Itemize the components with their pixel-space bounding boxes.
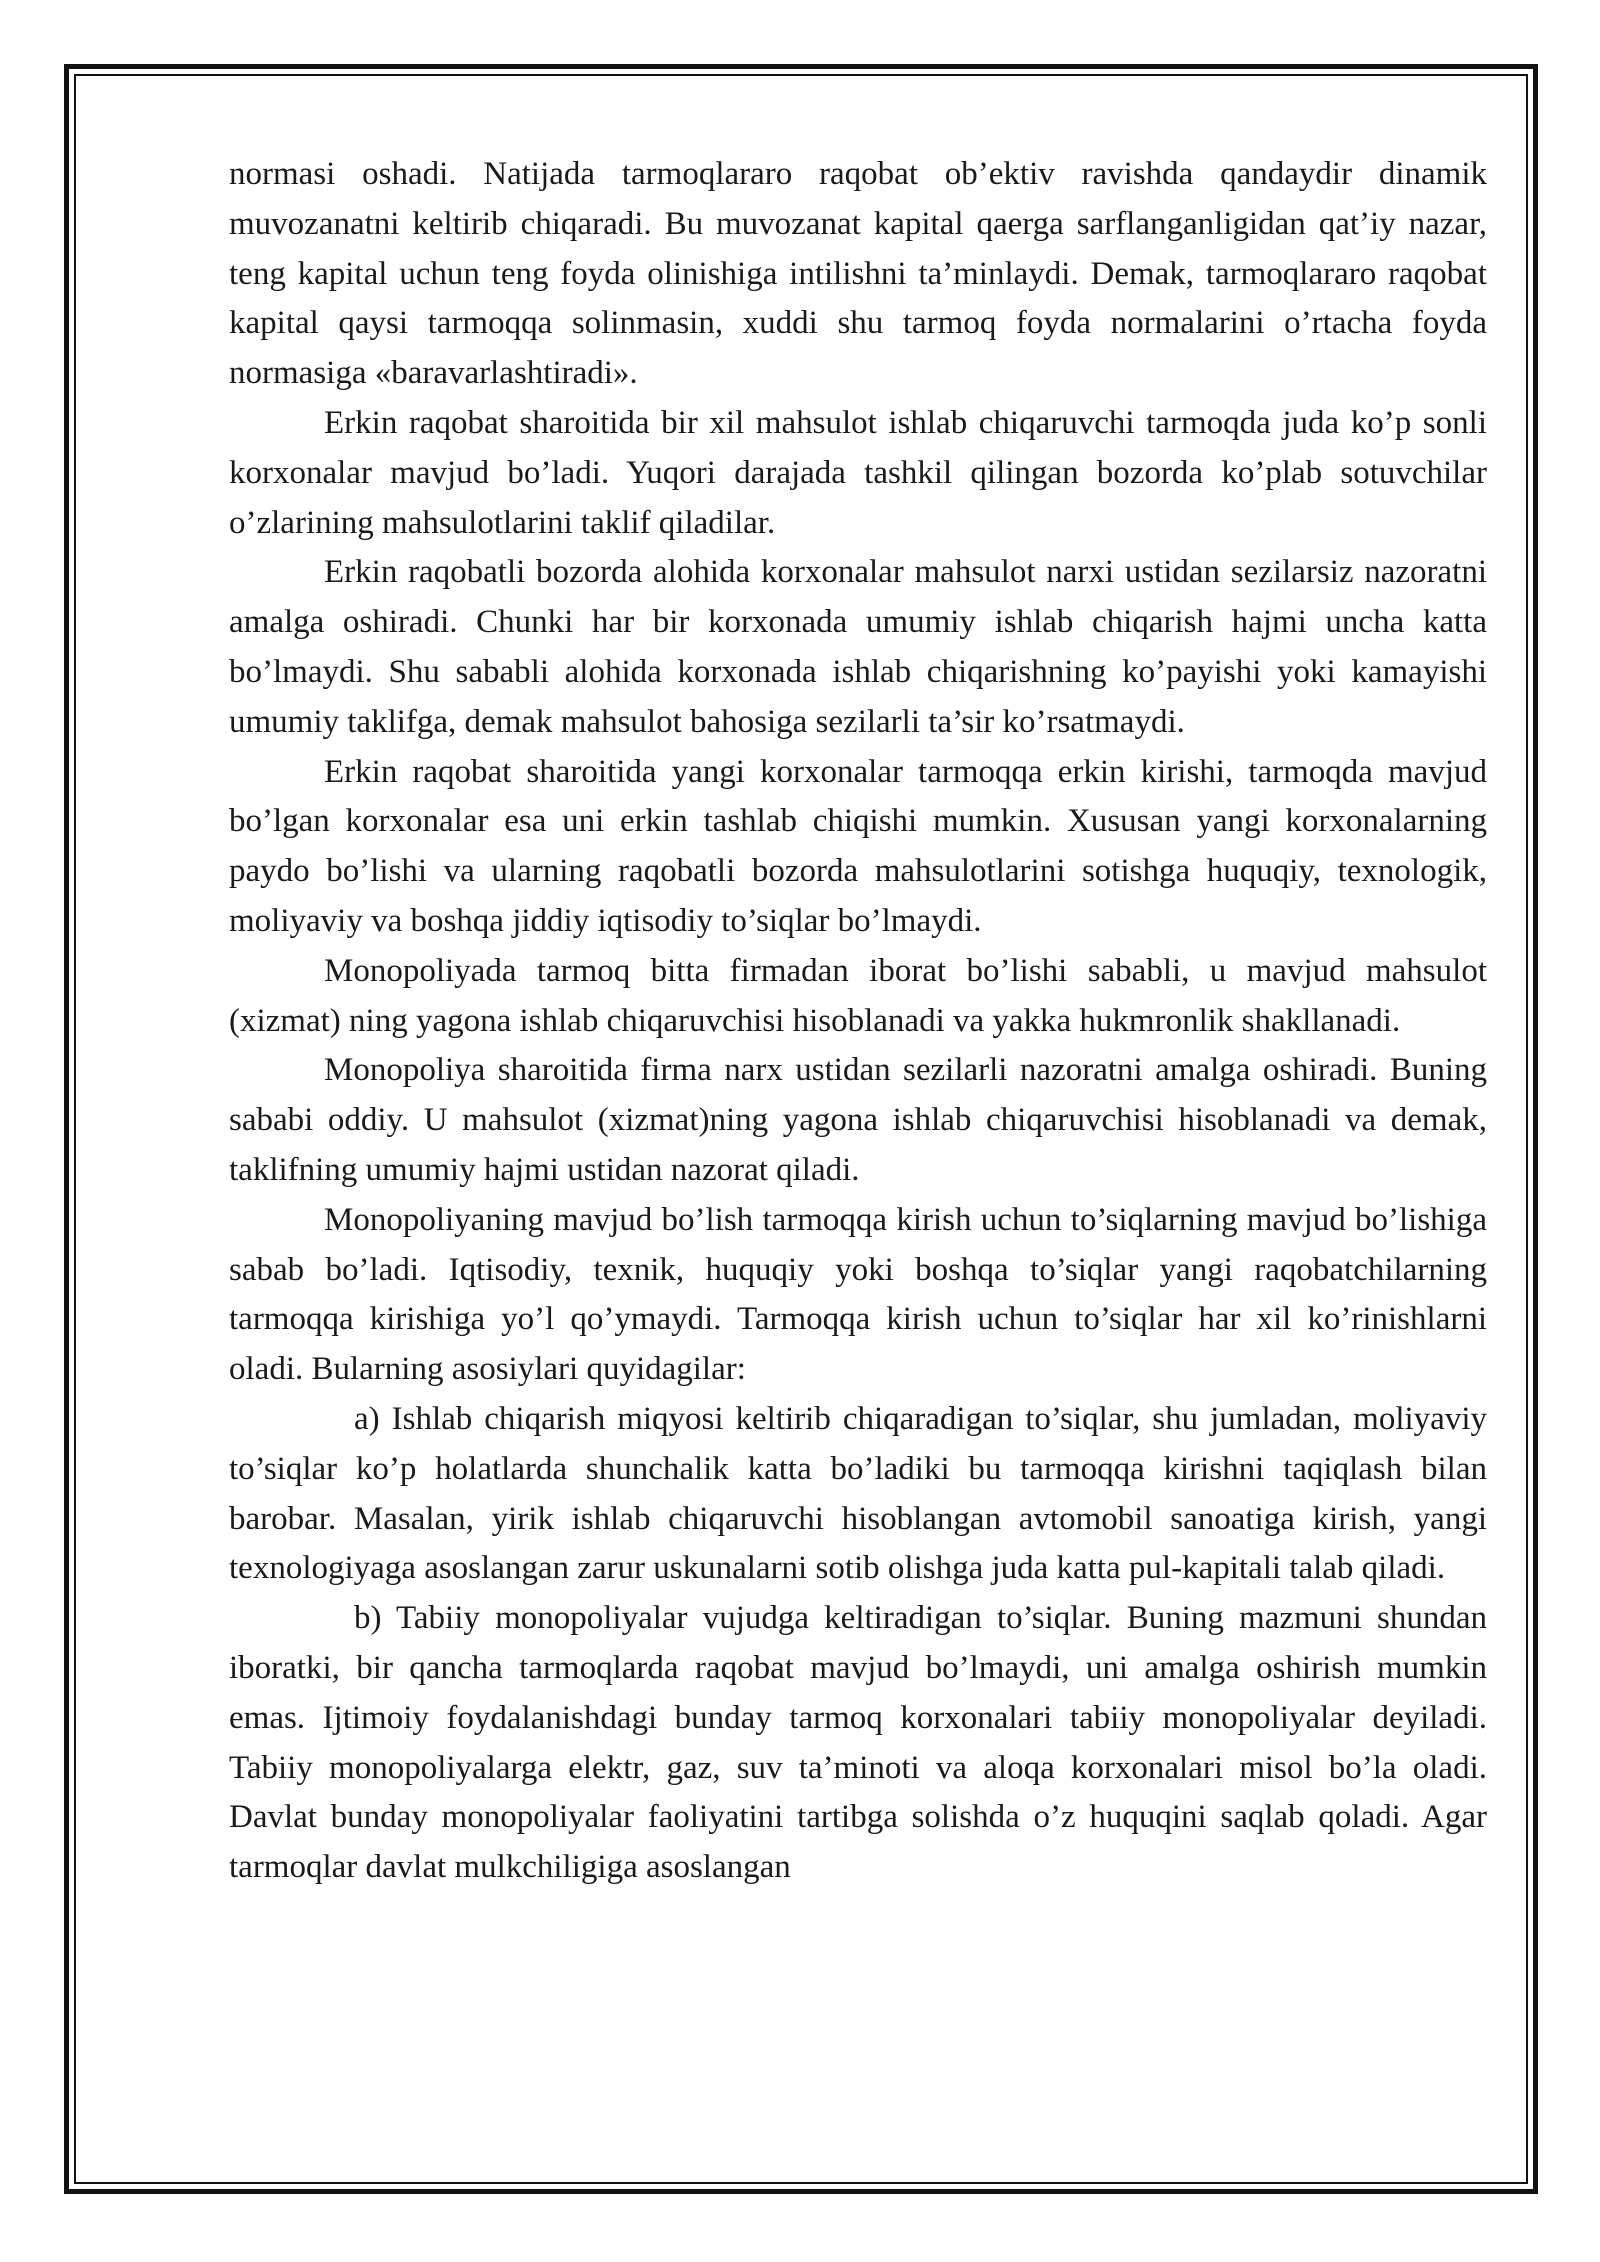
list-item-b-natural-monopolies: b) Tabiiy monopoliyalar vujudga keltiradigan to’siqlar. Buning mazmuni shundan iboratki, bir qancha tarmoqlarda raqobat mavjud bo’lmaydi, uni amalga oshirish mumkin emas. Ijtimoiy foydalanishdagi bunday tarmoq korxonalari tabiiy monopoliyalar deyiladi. Tabiiy monopoliyalarga elektr, gaz, suv ta’minoti va aloqa korxonalari misol bo’la oladi. Davlat bunday monopoliyalar faoliyatini tartibga solishda o’z huquqini saqlab qoladi. Agar tarmoqlar davlat mulkchiligiga asoslangan	[229, 1600, 1487, 1886]
paragraph-free-competition-entry: Erkin raqobat sharoitida yangi korxonalar tarmoqqa erkin kirishi, tarmoqda mavjud bo’lgan korxonalar esa uni erkin tashlab chiqishi mumkin. Xususan yangi korxonalarning paydo bo’lishi va ularning raqobatli bozorda mahsulotlarini sotishga huquqiy, texnologik, moliyaviy va boshqa jiddiy iqtisodiy to’siqlar bo’lmaydi.	[229, 753, 1487, 939]
paragraph-free-competition-many-firms: Erkin raqobat sharoitida bir xil mahsulot ishlab chiqaruvchi tarmoqda juda ko’p sonli korxonalar mavjud bo’ladi. Yuqori darajada tashkil qilingan bozorda ko’plab sotuvchilar o’zlarining mahsulotlarini taklif qiladilar.	[229, 404, 1487, 541]
paragraph-monopoly-barriers: Monopoliyaning mavjud bo’lish tarmoqqa kirish uchun to’siqlarning mavjud bo’lishiga sabab bo’ladi. Iqtisodiy, texnik, huquqiy yoki boshqa to’siqlar yangi raqobatchilarning tarmoqqa kirishiga yo’l qo’ymaydi. Tarmoqqa kirish uchun to’siqlar har xil ko’rinishlarni oladi. Bularning asosiylari quyidagilar:	[229, 1201, 1487, 1388]
list-item-a-scale-barriers: a) Ishlab chiqarish miqyosi keltirib chiqaradigan to’siqlar, shu jumladan, moliyaviy to’siqlar ko’p holatlarda shunchalik katta bo’ladiki bu tarmoqqa kirishni taqiqlash bilan barobar. Masalan, yirik ishlab chiqaruvchi hisoblangan avtomobil sanoatiga kirish, yangi texnologiyaga asoslangan zarur uskunalarni sotib olishga juda katta pul-kapitali talab qiladi.	[229, 1400, 1487, 1587]
paragraph-continuation: normasi oshadi. Natijada tarmoqlararo raqobat ob’ektiv ravishda qandaydir dinamik muvozanatni keltirib chiqaradi. Bu muvozanat kapital qaerga sarflanganligidan qat’iy nazar, teng kapital uchun teng foyda olinishiga intilishni ta’minlaydi. Demak, tarmoqlararo raqobat kapital qaysi tarmoqqa solinmasin, xuddi shu tarmoq foyda normalarini o’rtacha foyda normasiga «baravarlashtiradi».	[229, 156, 1487, 392]
paragraph-monopoly-price-control: Monopoliya sharoitida firma narx ustidan sezilarli nazoratni amalga oshiradi. Buning sababi oddiy. U mahsulot (xizmat)ning yagona ishlab chiqaruvchisi hisoblanadi va demak, taklifning umumiy hajmi ustidan nazorat qiladi.	[229, 1052, 1487, 1188]
paragraph-monopoly-single-firm: Monopoliyada tarmoq bitta firmadan iborat bo’lishi sababli, u mavjud mahsulot (xizmat) ning yagona ishlab chiqaruvchisi hisoblanadi va yakka hukmronlik shakllanadi.	[229, 952, 1487, 1039]
paragraph-free-competition-price-control: Erkin raqobatli bozorda alohida korxonalar mahsulot narxi ustidan sezilarsiz nazoratni amalga oshiradi. Chunki har bir korxonada umumiy ishlab chiqarish hajmi uncha katta bo’lmaydi. Shu sababli alohida korxonada ishlab chiqarishning ko’payishi yoki kamayishi umumiy taklifga, demak mahsulot bahosiga sezilarli ta’sir ko’rsatmaydi.	[229, 554, 1487, 740]
document-body	[229, 150, 1487, 1893]
